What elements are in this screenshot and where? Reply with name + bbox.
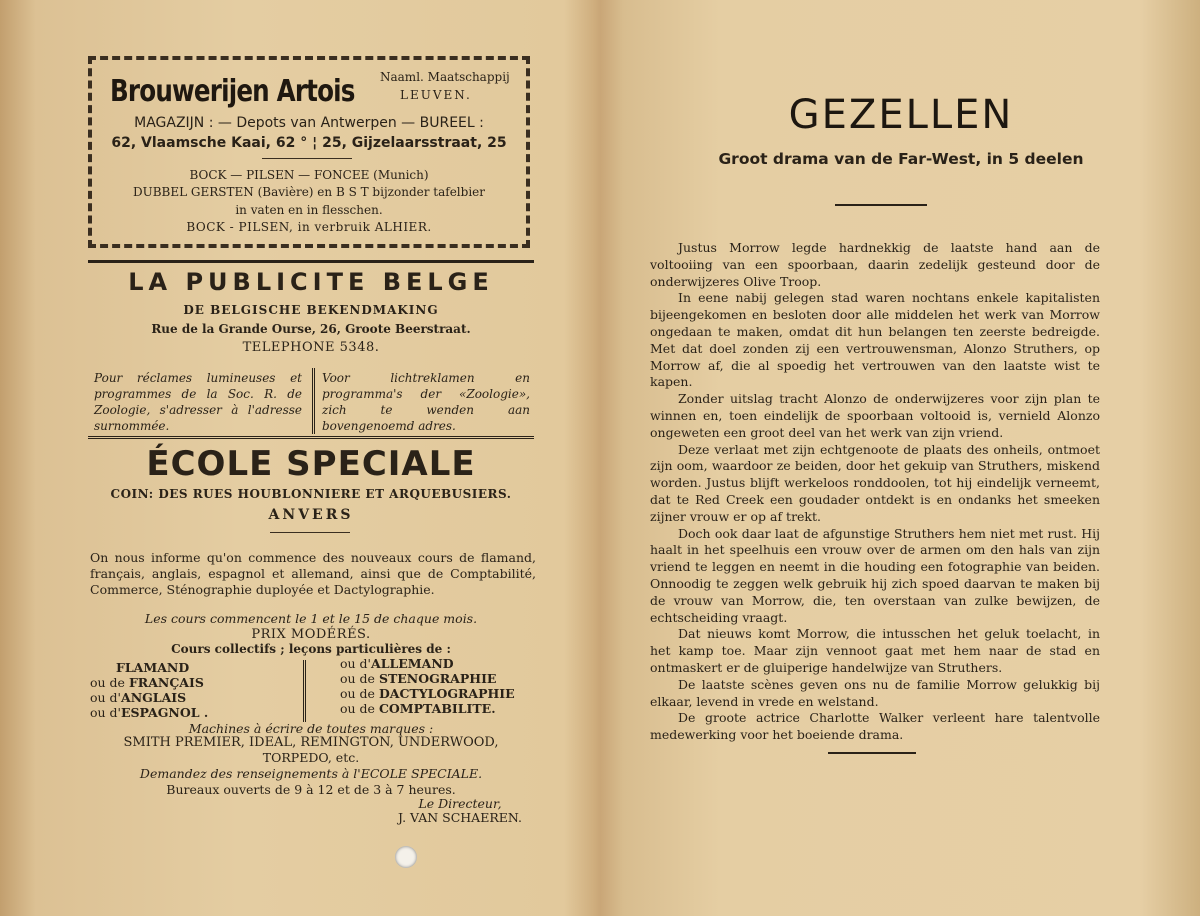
ecole-body: On nous informe qu'on commence des nouveaux cours de flamand, français, anglais, espagnol et allemand, ainsi que de Comptabilité, Commerce, Sténographie duployée et Dactylographie. [90,550,536,597]
language-item: ou d'ESPAGNOL . [90,705,209,720]
ecole-divider [270,532,350,533]
ecole-brands-2: TORPEDO, etc. [262,750,360,765]
right-page [602,0,1200,916]
synopsis-paragraph: Zonder uitslag tracht Alonzo de onderwijzeres voor zijn plan te winnen en, toen eindelijk de spoorbaan voltooid is, vernield Alonzo ongeweten een groot deel van het werk van zijn vriend. [650,391,1100,440]
synopsis [650,240,1100,744]
publicite-top-rule [88,260,534,263]
ecole-languages-divider [303,660,306,722]
synopsis-paragraph: De groote actrice Charlotte Walker verleent hare talentvolle medewerking voor het boeiende drama. [650,710,1100,743]
language-item: FLAMAND [116,660,190,675]
artois-beers-1: BOCK — PILSEN — FONCEE (Munich) [189,168,429,182]
page-title: GEZELLEN [788,92,1014,138]
synopsis-paragraph: Doch ook daar laat de afgunstige Struthers hem niet met rust. Hij haalt in het speelhuis een vrouw over de armen om den hals van zijn vriend te leggen en neemt in die houding een fotographie van beiden. Onnoodig te zeggen welk gebruik hij zich spoed daarvan te maken bij de vrouw van Morrow, die, ten overstaan van zulke bewijzen, de echtscheiding vraagt. [650,525,1100,625]
publicite-telephone: TELEPHONE 5348. [242,340,380,355]
artois-advert [88,56,530,248]
ecole-collectifs: Cours collectifs ; leçons particulières de : [171,642,451,656]
left-page [0,0,598,916]
language-item: ou de DACTYLOGRAPHIE [340,686,515,701]
artois-beers-3: in vaten en in flesschen. [235,203,383,217]
title-divider [835,204,927,206]
ecole-coin: COIN: DES RUES HOUBLONNIERE ET ARQUEBUSIERS. [110,487,512,501]
synopsis-paragraph: Dat nieuws komt Morrow, die intusschen het geluk toelacht, in het kamp toe. Maar zijn vennoot gaat met hem naar de stad en ontmaskert er de gluiperige handelwijze van Struthers. [650,626,1100,675]
publicite-title: LA PUBLICITE BELGE [128,268,494,296]
artois-divider [262,158,352,159]
language-item: ou d'ALLEMAND [340,656,454,671]
publicite-note-nl: Voor lichtreklamen en programma's der «Zoologie», zich te wenden aan bovengenoemd adres. [322,371,530,433]
artois-magazijn: MAGAZIJN : — Depots van Antwerpen — BUREEL : [134,115,484,131]
ecole-prix: PRIX MODÉRÉS. [251,627,371,642]
ecole-cours-dates: Les cours commencent le 1 et le 15 de chaque mois. [144,611,478,626]
language-item: ou d'ANGLAIS [90,690,187,705]
language-item: ou de FRANÇAIS [90,675,204,690]
synopsis-paragraph: Justus Morrow legde hardnekkig de laatste hand aan de voltooiing van een spoorbaan, daarin zedelijk gesteund door de onderwijzeres Olive Troop. [650,240,1100,289]
ecole-bureaux: Bureaux ouverts de 9 à 12 et de 3 à 7 heures. [166,782,456,797]
ecole-director-name: J. VAN SCHAEREN. [398,810,522,825]
end-divider [828,752,916,754]
artois-brand: Brouwerijen Artois [110,74,355,109]
publicite-divider [312,368,315,434]
publicite-address: Rue de la Grande Ourse, 26, Groote Beerstraat. [151,322,471,336]
synopsis-paragraph: De laatste scènes geven ons nu de familie Morrow gelukkig bij elkaar, levend in vrede en welstand. [650,676,1100,709]
synopsis-paragraph: Deze verlaat met zijn echtgenoote de plaats des onheils, ontmoet zijn oom, waardoor ze beiden, door het gekuip van Struthers, miskend worden. Justus blijft werkeloos ronddoolen, tot hij eindelijk verneemt, dat te Red Creek een goudader ontdekt is en ondanks het smeeken zijner vrouw er op af trekt. [650,441,1100,524]
artois-company: Naaml. Maatschappij [380,70,510,84]
publicite-notes [88,364,534,439]
page-subtitle: Groot drama van de Far-West, in 5 deelen [718,150,1084,168]
language-item: ou de COMPTABILITE. [340,701,496,716]
publicite-subtitle: DE BELGISCHE BEKENDMAKING [183,303,439,317]
artois-beers-2: DUBBEL GERSTEN (Bavière) en B S T bijzonder tafelbier [133,185,485,199]
ecole-machines: Machines à écrire de toutes marques : [188,721,434,736]
ecole-brands: SMITH PREMIER, IDEAL, REMINGTON, UNDERWOOD, [123,735,499,750]
ecole-languages-left [90,660,300,720]
artois-beers-4: BOCK - PILSEN, in verbruik ALHIER. [186,220,432,234]
publicite-note-fr: Pour réclames lumineuses et programmes de la Soc. R. de Zoologie, s'adresser à l'adresse surnommée. [94,371,302,433]
ecole-title: ÉCOLE SPECIALE [146,444,476,484]
ecole-city: ANVERS [268,507,354,523]
artois-addresses: 62, Vlaamsche Kaai, 62 ° ¦ 25, Gijzelaarsstraat, 25 [111,135,507,151]
ecole-demandez: Demandez des renseignements à l'ECOLE SPECIALE. [139,766,483,781]
ecole-languages-right [340,656,540,716]
ecole-directeur: Le Directeur, [418,796,502,811]
punch-hole [395,846,417,868]
artois-city: LEUVEN. [400,88,472,102]
language-item: ou de STENOGRAPHIE [340,671,497,686]
synopsis-paragraph: In eene nabij gelegen stad waren nochtans enkele kapitalisten bijeengekomen en besloten door alle middelen het werk van Morrow ongedaan te maken, omdat dit hun belangen ten zeerste bedreigde. Met dat doel zonden zij een vertrouwensman, Alonzo Struthers, op Morrow af, die al spoedig het vertrouwen van den laatste wist te kapen. [650,290,1100,390]
